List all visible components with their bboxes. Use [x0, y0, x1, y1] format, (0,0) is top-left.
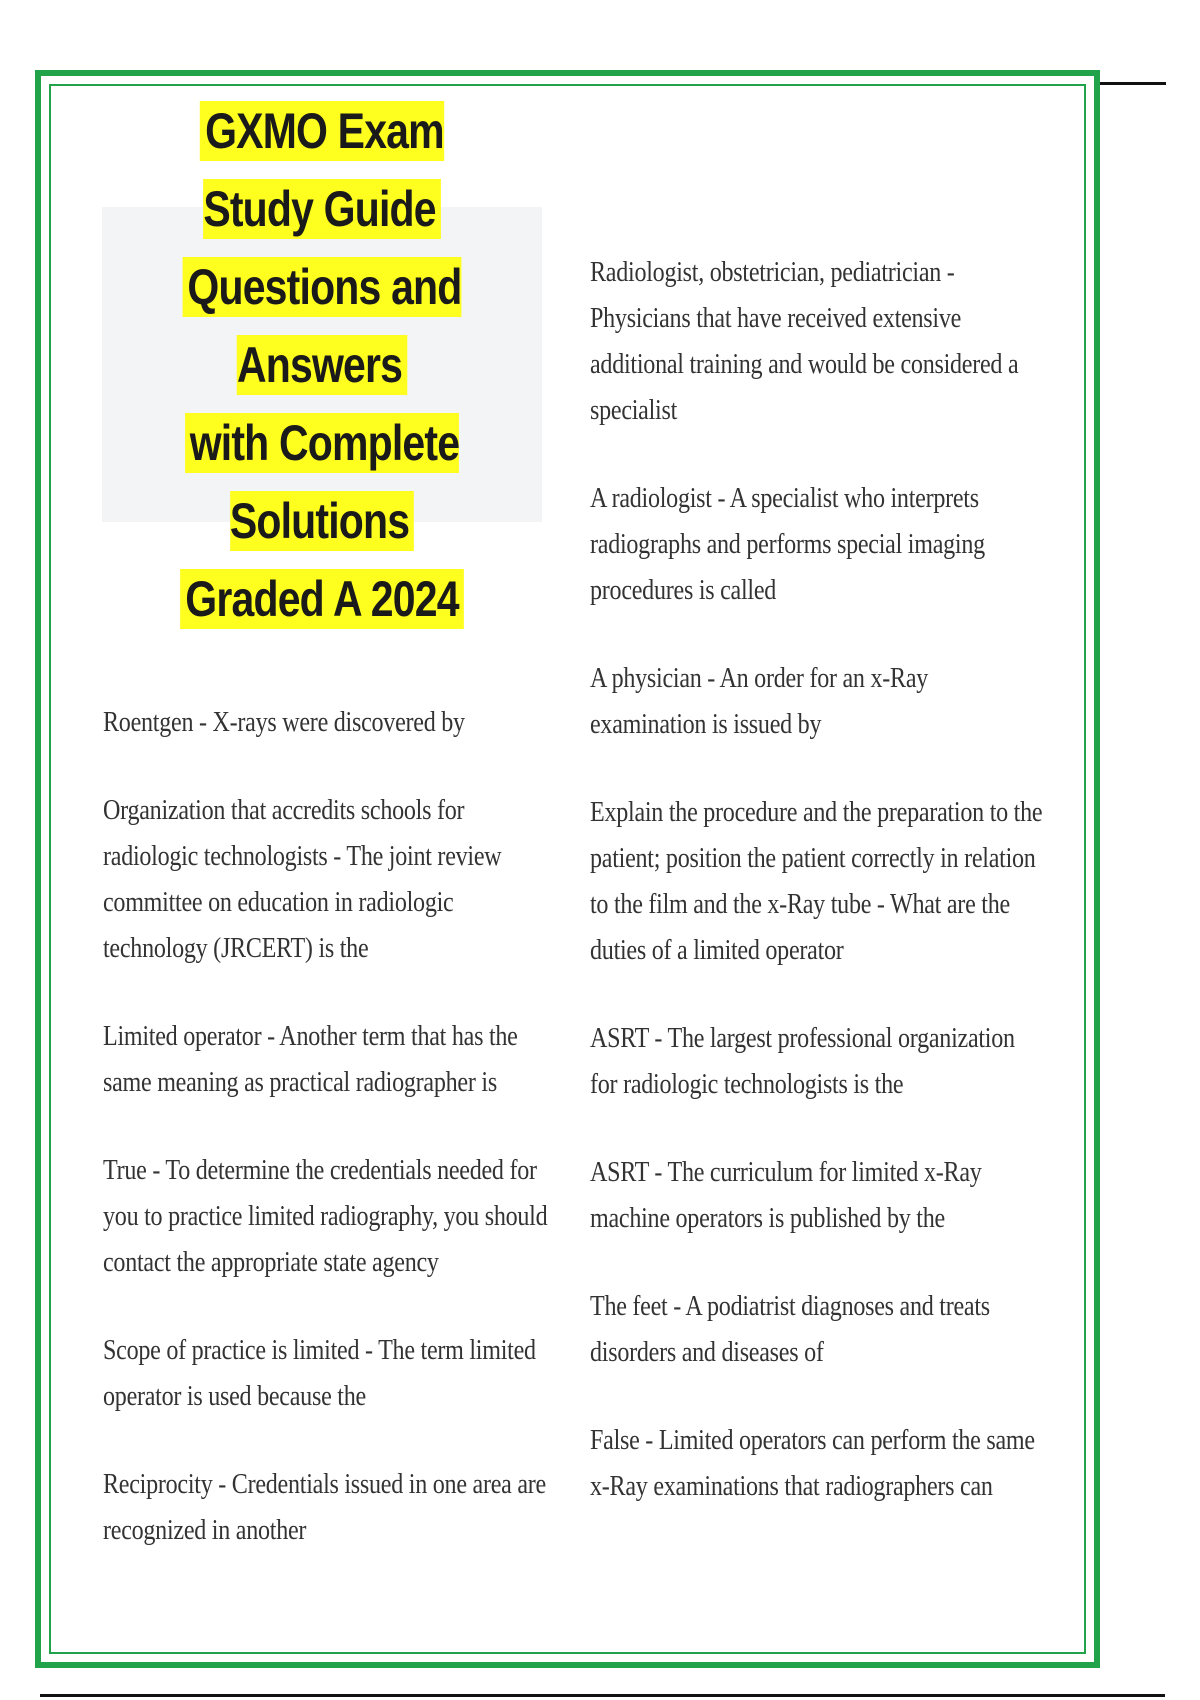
- qa-item: A physician - An order for an x-Ray examination is issued by: [590, 663, 929, 740]
- title-line-1: GXMO Exam Study Guide: [200, 101, 444, 239]
- qa-item: Roentgen - X-rays were discovered by: [103, 707, 465, 738]
- title-line-3: with Complete Solutions: [185, 413, 459, 551]
- left-column: [103, 700, 563, 1596]
- qa-item: Radiologist, obstetrician, pediatrician - Physicians that have received extensive additional training and would be considered a specialist: [590, 257, 1019, 426]
- qa-item: False - Limited operators can perform the same x-Ray examinations that radiographers can: [590, 1425, 1035, 1502]
- right-column: [590, 250, 1050, 1552]
- qa-item: A radiologist - A specialist who interprets radiographs and performs special imaging procedures is called: [590, 483, 985, 606]
- qa-item: Scope of practice is limited - The term limited operator is used because the: [103, 1335, 536, 1412]
- title-line-2: Questions and Answers: [182, 257, 461, 395]
- qa-item: ASRT - The largest professional organization for radiologic technologists is the: [590, 1023, 1015, 1100]
- qa-item: The feet - A podiatrist diagnoses and treats disorders and diseases of: [590, 1291, 990, 1368]
- top-rule: [1100, 82, 1166, 85]
- qa-item: Limited operator - Another term that has the same meaning as practical radiographer is: [103, 1021, 518, 1098]
- document-title: [142, 92, 503, 638]
- qa-item: Organization that accredits schools for radiologic technologists - The joint review committee on education in radiologic technology (JRCERT) is the: [103, 795, 502, 964]
- qa-item: Reciprocity - Credentials issued in one area are recognized in another: [103, 1469, 546, 1546]
- title-line-4: Graded A 2024: [180, 569, 463, 629]
- bottom-rule: [40, 1694, 1165, 1697]
- qa-item: True - To determine the credentials needed for you to practice limited radiography, you should contact the appropriate state agency: [103, 1155, 548, 1278]
- qa-item: Explain the procedure and the preparation to the patient; position the patient correctly in relation to the film and the x-Ray tube - What are the duties of a limited operator: [590, 797, 1043, 966]
- qa-item: ASRT - The curriculum for limited x-Ray machine operators is published by the: [590, 1157, 982, 1234]
- title-block: [102, 102, 542, 627]
